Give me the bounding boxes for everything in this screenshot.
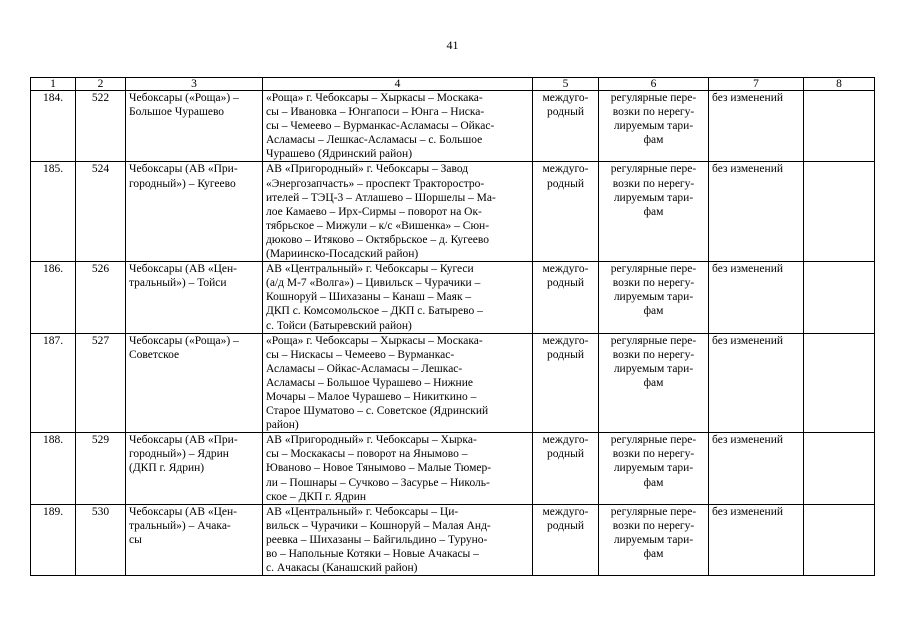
column-header: 3 [126,78,263,91]
route-number-cell: 527 [76,333,126,433]
column-header: 8 [804,78,875,91]
route-type-cell: междуго- родный [533,504,599,575]
route-number-cell: 526 [76,262,126,333]
row-number-cell: 187. [31,333,76,433]
row-number-cell: 188. [31,433,76,504]
notes-cell [804,262,875,333]
transport-mode-cell: регулярные пере- возки по нерегу- лируемым тари- фам [599,333,709,433]
column-header: 2 [76,78,126,91]
table-row [31,91,875,162]
column-header: 6 [599,78,709,91]
page-number: 41 [446,38,459,52]
route-path-cell: АВ «Центральный» г. Чебоксары – Кугеси (а/д М-7 «Волга») – Цивильск – Чурачики – Кошноруй – Шихазаны – Канаш – Маяк – ДКП с. Комсомольское – ДКП с. Батырево – с. Тойси (Батыревский район) [263,262,533,333]
route-type-cell: междуго- родный [533,333,599,433]
row-number-cell: 185. [31,162,76,262]
notes-cell [804,91,875,162]
route-type-cell: междуго- родный [533,91,599,162]
transport-mode-cell: регулярные пере- возки по нерегу- лируемым тари- фам [599,162,709,262]
table-row [31,262,875,333]
route-type-cell: междуго- родный [533,162,599,262]
change-status-cell: без изменений [709,433,804,504]
row-number-cell: 186. [31,262,76,333]
transport-mode-cell: регулярные пере- возки по нерегу- лируемым тари- фам [599,91,709,162]
route-path-cell: АВ «Центральный» г. Чебоксары – Ци- вильск – Чурачики – Кошноруй – Малая Анд- реевка – Шихазаны – Байгильдино – Туруно- во – Напольные Котяки – Новые Ачакасы – с. Ачакасы (Канашский район) [263,504,533,575]
route-name-cell: Чебоксары (АВ «При- городный») – Ядрин (ДКП г. Ядрин) [126,433,263,504]
route-number-cell: 530 [76,504,126,575]
transport-mode-cell: регулярные пере- возки по нерегу- лируемым тари- фам [599,504,709,575]
route-path-cell: АВ «Пригородный» г. Чебоксары – Хырка- сы – Москакасы – поворот на Янымово – Юваново – Новое Тянымово – Малые Тюмер- ли – Пошнары – Сучково – Засурье – Николь- ское – ДКП г. Ядрин [263,433,533,504]
notes-cell [804,504,875,575]
route-name-cell: Чебоксары (АВ «При- городный») – Кугеево [126,162,263,262]
route-name-cell: Чебоксары (АВ «Цен- тральный») – Тойси [126,262,263,333]
route-number-cell: 522 [76,91,126,162]
header-row [31,78,875,91]
table-row [31,162,875,262]
route-path-cell: АВ «Пригородный» г. Чебоксары – Завод «Энергозапчасть» – проспект Тракторостро- ителей – ТЭЦ-3 – Атлашево – Шоршелы – Ма- лое Камаево – Ирх-Сирмы – поворот на Ок- тябрьское – Мижули – к/с «Вишенка» – Сюн- дюково – Итяково – Октябрьское – д. Кугеево (Мариинско-Посадский район) [263,162,533,262]
route-name-cell: Чебоксары («Роща») – Большое Чурашево [126,91,263,162]
transport-mode-cell: регулярные пере- возки по нерегу- лируемым тари- фам [599,433,709,504]
table-row [31,433,875,504]
column-header: 1 [31,78,76,91]
change-status-cell: без изменений [709,262,804,333]
row-number-cell: 189. [31,504,76,575]
change-status-cell: без изменений [709,162,804,262]
route-type-cell: междуго- родный [533,433,599,504]
row-number-cell: 184. [31,91,76,162]
routes-table [30,77,875,576]
change-status-cell: без изменений [709,333,804,433]
route-path-cell: «Роща» г. Чебоксары – Хыркасы – Москака- сы – Нискасы – Чемеево – Вурманкас- Асламасы – Ойкас-Асламасы – Лешкас- Асламасы – Большое Чурашево – Нижние Мочары – Малое Чурашево – Никиткино – Старое Шуматово – с. Советское (Ядринский район) [263,333,533,433]
route-number-cell: 529 [76,433,126,504]
table-body [31,91,875,576]
column-header: 4 [263,78,533,91]
column-header: 7 [709,78,804,91]
route-type-cell: междуго- родный [533,262,599,333]
route-number-cell: 524 [76,162,126,262]
table-row [31,333,875,433]
column-header: 5 [533,78,599,91]
table-row [31,504,875,575]
notes-cell [804,162,875,262]
change-status-cell: без изменений [709,504,804,575]
notes-cell [804,333,875,433]
route-path-cell: «Роща» г. Чебоксары – Хыркасы – Москака- сы – Ивановка – Юнгапоси – Юнга – Ниска- сы – Чемеево – Вурманкас-Асламасы – Ойкас- Асламасы – Лешкас-Асламасы – с. Большое Чурашево (Ядринский район) [263,91,533,162]
change-status-cell: без изменений [709,91,804,162]
notes-cell [804,433,875,504]
transport-mode-cell: регулярные пере- возки по нерегу- лируемым тари- фам [599,262,709,333]
route-name-cell: Чебоксары («Роща») – Советское [126,333,263,433]
route-name-cell: Чебоксары (АВ «Цен- тральный») – Ачака- сы [126,504,263,575]
